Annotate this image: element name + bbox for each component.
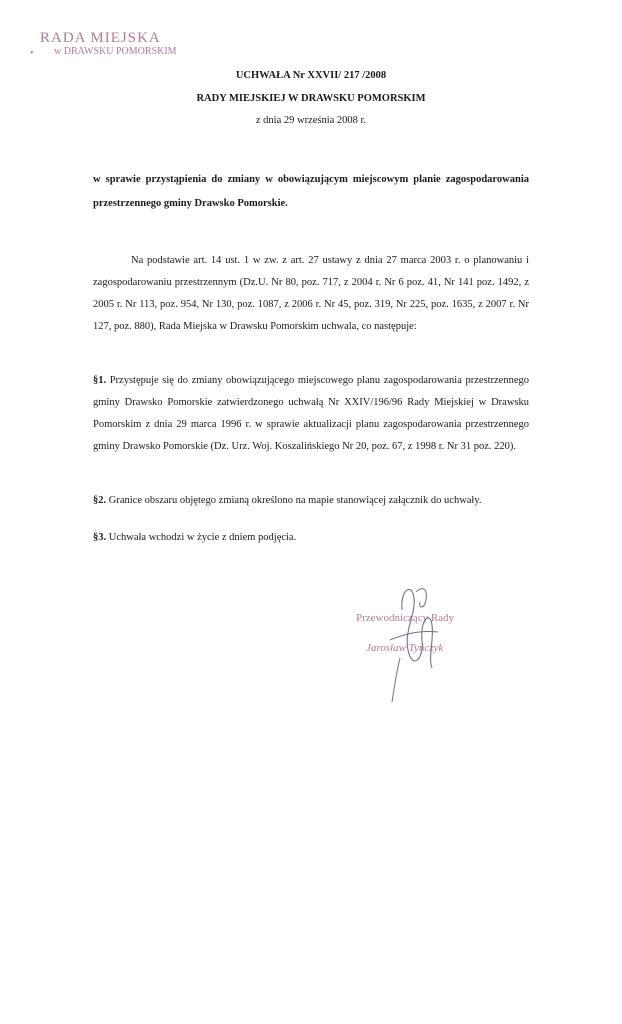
section-2 bbox=[93, 490, 529, 512]
section-1 bbox=[93, 370, 529, 458]
handwritten-signature bbox=[372, 580, 452, 705]
resolution-subject: w sprawie przystąpienia do zmiany w obowiązującym miejscowym planie zagospodarowania przestrzennego gminy Drawsko Pomorskie. bbox=[93, 174, 529, 209]
stamp-line-1: RADA MIEJSKA bbox=[40, 30, 161, 46]
section-2-text: Granice obszaru objętego zmianą określono na mapie stanowiącej załącznik do uchwały. bbox=[108, 495, 482, 506]
section-3 bbox=[93, 527, 529, 549]
section-1-label: §1. bbox=[93, 375, 107, 386]
section-2-label: §2. bbox=[93, 495, 107, 506]
section-3-text: Uchwała wchodzi w życie z dniem podjęcia. bbox=[108, 532, 297, 543]
resolution-title: UCHWAŁA Nr XXVII/ 217 /2008 bbox=[235, 70, 387, 81]
chairman-stamp-name: Jarosław Tyńczyk bbox=[366, 642, 444, 654]
stamp-dot: • bbox=[30, 48, 34, 59]
stamp-line-2: w DRAWSKU POMORSKIM bbox=[54, 46, 177, 57]
preamble: Na podstawie art. 14 ust. 1 w zw. z art. 27 ustawy z dnia 27 marca 2003 r. o planowaniu i zagospodarowaniu przestrzennym (Dz.U. Nr 80, poz. 717, z 2004 r. Nr 6 poz. 41, Nr 141 poz. 1492, z 2005 r. Nr 113, poz. 954, Nr 130, poz. 1087, z 2006 r. Nr 45, poz. 319, Nr 225, poz. 1635, z 2007 r. Nr 127, poz. 880), Rada Miejska w Drawsku Pomorskim uchwala, co następuje: bbox=[93, 255, 529, 332]
section-3-label: §3. bbox=[93, 532, 107, 543]
resolution-authority: RADY MIEJSKIEJ W DRAWSKU POMORSKIM bbox=[196, 93, 426, 104]
section-1-text: Przystępuje się do zmiany obowiązującego miejscowego planu zagospodarowania przestrzennego gminy Drawsko Pomorskie zatwierdzonego uchwałą Nr XXIV/196/96 Rady Miejskiej w Drawsku Pomorskim z dnia 29 marca 1996 r. w sprawie aktualizacji planu zagospodarowania przestrzennego gminy Drawsko Pomorskie (Dz. Urz. Woj. Koszalińskiego Nr 20, poz. 67, z 1998 r. Nr 31 poz. 220). bbox=[93, 375, 529, 452]
chairman-stamp-title: Przewodniczący Rady bbox=[356, 612, 455, 624]
council-stamp bbox=[30, 30, 177, 59]
resolution-date: z dnia 29 września 2008 r. bbox=[255, 115, 367, 126]
